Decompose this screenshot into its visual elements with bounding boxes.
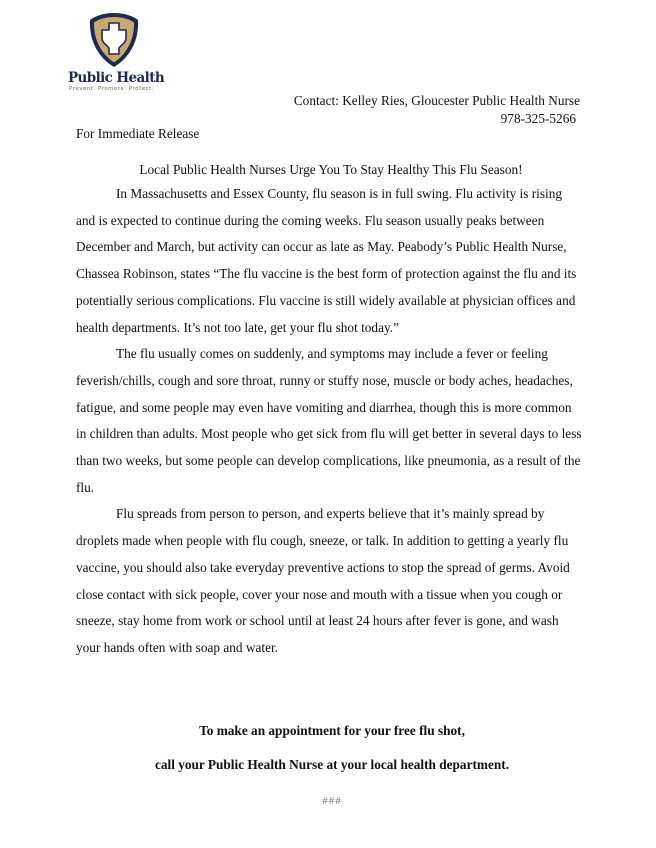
paragraph-flu-season: In Massachusetts and Essex County, flu season is in full swing. Flu activity is rising and is expected to continue during the coming weeks. Flu season usually peaks between December and March, but activity can occur as late as May. Peabody’s Public Health Nurse, Chassea Robinson, states “The flu vaccine is the best form of protection against the flu and its potentially serious complications. Flu vaccine is still widely available at physician offices and health departments. It’s not too late, get your flu shot today.” — [76, 186, 577, 335]
paragraph-prevention: Flu spreads from person to person, and experts believe that it’s mainly spread by droplets made when people with flu cough, sneeze, or talk. In addition to getting a yearly flu vaccine, you should also take everyday preventive actions to stop the spread of germs. Avoid close contact with sick people, cover your nose and mouth with a tissue when you cough or sneeze, stay home from work or school until at least 24 hours after fever is gone, and wash your hands often with soap and water. — [76, 506, 570, 655]
contact-block — [294, 92, 580, 128]
headline: Local Public Health Nurses Urge You To Stay Healthy This Flu Season! — [139, 162, 523, 177]
shield-cross-icon — [88, 12, 140, 68]
contact-phone: 978-325-5266 — [500, 111, 576, 126]
release-label: For Immediate Release — [76, 126, 200, 141]
logo-title: Public Health — [68, 70, 165, 86]
press-release-body — [76, 181, 582, 662]
logo-tagline: Prevent. Promote. Protect. — [69, 86, 155, 92]
closing-line-1: To make an appointment for your free flu shot, — [199, 723, 465, 738]
public-health-logo — [66, 10, 165, 94]
closing-call-to-action — [0, 714, 656, 782]
closing-line-2: call your Public Health Nurse at your local health department. — [154, 757, 510, 772]
paragraph-symptoms: The flu usually comes on suddenly, and symptoms may include a fever or feeling feverish/chills, cough and sore throat, runny or stuffy nose, muscle or body aches, headaches, fatigue, and some people may even have vomiting and diarrhea, though this is more common in children than adults. Most people who get sick from flu will get better in several days to less than two weeks, but some people can develop complications, like pneumonia, as a result of the flu. — [76, 346, 582, 495]
contact-name: Contact: Kelley Ries, Gloucester Public Health Nurse — [293, 93, 580, 108]
end-mark: ### — [322, 795, 342, 807]
